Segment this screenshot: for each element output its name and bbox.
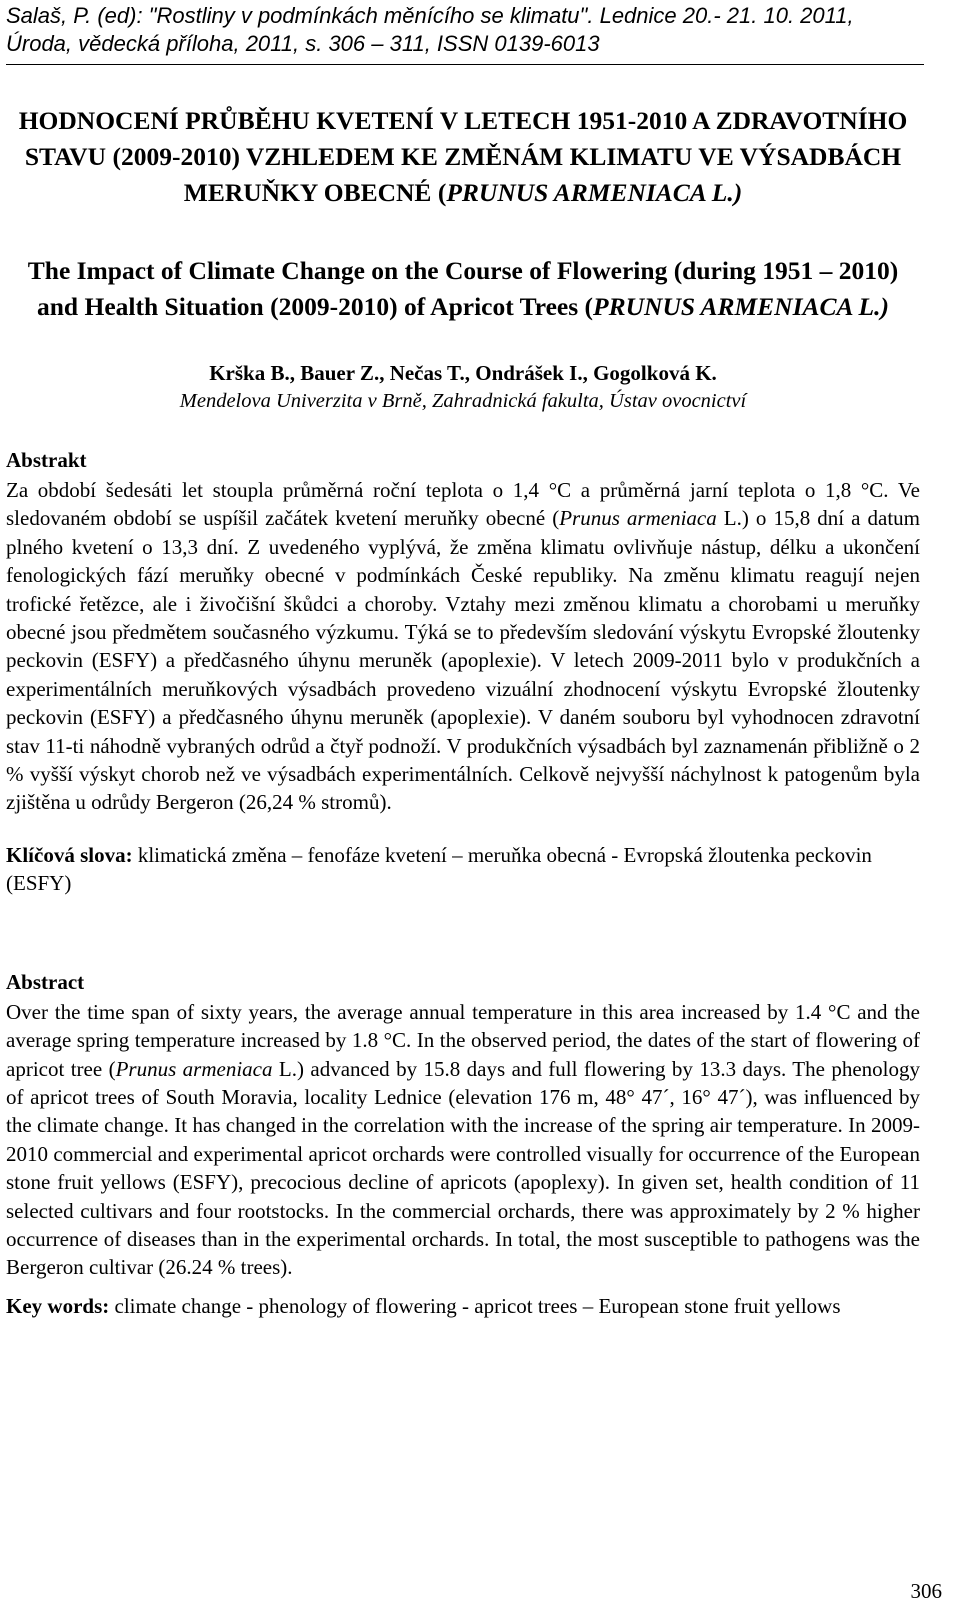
abstrakt-heading: Abstrakt	[6, 448, 87, 472]
title-czech-main: HODNOCENÍ PRŮBĚHU KVETENÍ V LETECH 1951-2010 A ZDRAVOTNÍHO STAVU (2009-2010) VZHLEDEM KE ZMĚNÁM KLIMATU VE VÝSADBÁCH MERUŇKY OBECNÉ (	[18, 106, 908, 207]
title-czech-tail: L.)	[705, 178, 743, 207]
abstract-body	[6, 998, 920, 1282]
title-english-latin: PRUNUS ARMENIACA	[593, 292, 853, 321]
abstrakt-text-1: Za období šedesáti let stoupla průměrná roční teplota o 1,4 °C a průměrná jarní teplota o 1,8 °C. Ve sledovaném období se uspíšil začátek kvetení meruňky obecné (	[6, 478, 920, 531]
klicova-slova-label: Klíčová slova:	[6, 842, 133, 867]
abstract-heading: Abstract	[6, 969, 85, 994]
abstrakt-latin-name: Prunus armeniaca	[559, 506, 717, 531]
header-rule	[6, 64, 924, 65]
abstract-latin-name: Prunus armeniaca	[115, 1056, 273, 1081]
abstrakt-text-2: L.) o 15,8 dní a datum plného kvetení o 13,3 dní. Z uvedeného vyplývá, že změna klimatu ovlivňuje nástup, délku a ukončení fenologických fází meruňky obecné v podmínkách České republiky. Na změnu klimatu reagují nejen trofické řetězce, ale i živočišní škůdci a choroby. Vztahy mezi změnou klimatu a chorobami u meruňky obecné jsou předmětem současného výzkumu. Týká se to především sledování výskytu Evropské žloutenky peckovin (ESFY) a předčasného úhynu meruněk (apoplexie). V letech 2009-2011 bylo v produkčních a experimentálních meruňkových výsadbách provedeno vizuální zhodnocení výskytu Evropské žloutenky peckovin (ESFY) a předčasného úhynu meruněk (apoplexie). V daném souboru byl vyhodnocen zdravotní stav 11-ti náhodně vybraných odrůd a čtyř podnoží. V produkčních výsadbách byl zaznamenán přibližně o 2 % vyšší výskyt chorob než ve výsadbách experimentálních. Celkově nejvyšší náchylnost k patogenům byla zjištěna u odrůdy Bergeron (26,24 % stromů).	[6, 506, 920, 815]
key-words-label: Key words:	[6, 1293, 110, 1318]
affiliation: Mendelova Univerzita v Brně, Zahradnická fakulta, Ústav ovocnictví	[179, 390, 747, 412]
abstrakt-body	[6, 476, 920, 817]
title-english-main: The Impact of Climate Change on the Course of Flowering (during 1951 – 2010) and Health Situation (2009-2010) of Apricot Trees (	[27, 256, 899, 321]
klicova-slova-text: klimatická změna – fenofáze kvetení – meruňka obecná - Evropská žloutenka peckovin (ESFY)	[6, 842, 872, 896]
page-number: 306	[910, 1579, 942, 1603]
author-list: Krška B., Bauer Z., Nečas T., Ondrášek I., Gogolková K.	[209, 361, 717, 385]
abstract-text-2: L.) advanced by 15.8 days and full flowering by 13.3 days. The phenology of apricot trees of South Moravia, locality Lednice (elevation 176 m, 48° 47´, 16° 47´), was influenced by the climate change. It has changed in the correlation with the increase of the spring air temperature. In 2009-2010 commercial and experimental apricot orchards were controlled visually for occurrence of the European stone fruit yellows (ESFY), precocious decline of apricots (apoplexy). In given set, health condition of 11 selected cultivars and four rootstocks. In the commercial orchards, there was approximately by 2 % higher occurrence of diseases than in the experimental orchards. In total, the most susceptible to pathogens was the Bergeron cultivar (26.24 % trees).	[6, 1056, 920, 1280]
key-words	[6, 1292, 920, 1320]
klicova-slova	[6, 841, 920, 898]
running-header-line-1: Salaš, P. (ed): "Rostliny v podmínkách měnícího se klimatu". Lednice 20.- 21. 10. 2011,	[6, 3, 854, 28]
key-words-text: climate change - phenology of flowering - apricot trees – European stone fruit yellows	[109, 1293, 841, 1318]
abstract-text-1: Over the time span of sixty years, the average annual temperature in this area increased by 1.4 °C and the average spring temperature increased by 1.8 °C. In the observed period, the dates of the start of flowering of apricot tree (	[6, 999, 920, 1081]
running-header	[6, 2, 920, 58]
title-czech-latin: PRUNUS ARMENIACA	[446, 178, 706, 207]
title-english	[6, 253, 920, 325]
running-header-line-2: Úroda, vědecká příloha, 2011, s. 306 – 311, ISSN 0139-6013	[6, 31, 600, 56]
title-english-tail: L.)	[852, 292, 889, 321]
title-czech	[16, 103, 910, 211]
